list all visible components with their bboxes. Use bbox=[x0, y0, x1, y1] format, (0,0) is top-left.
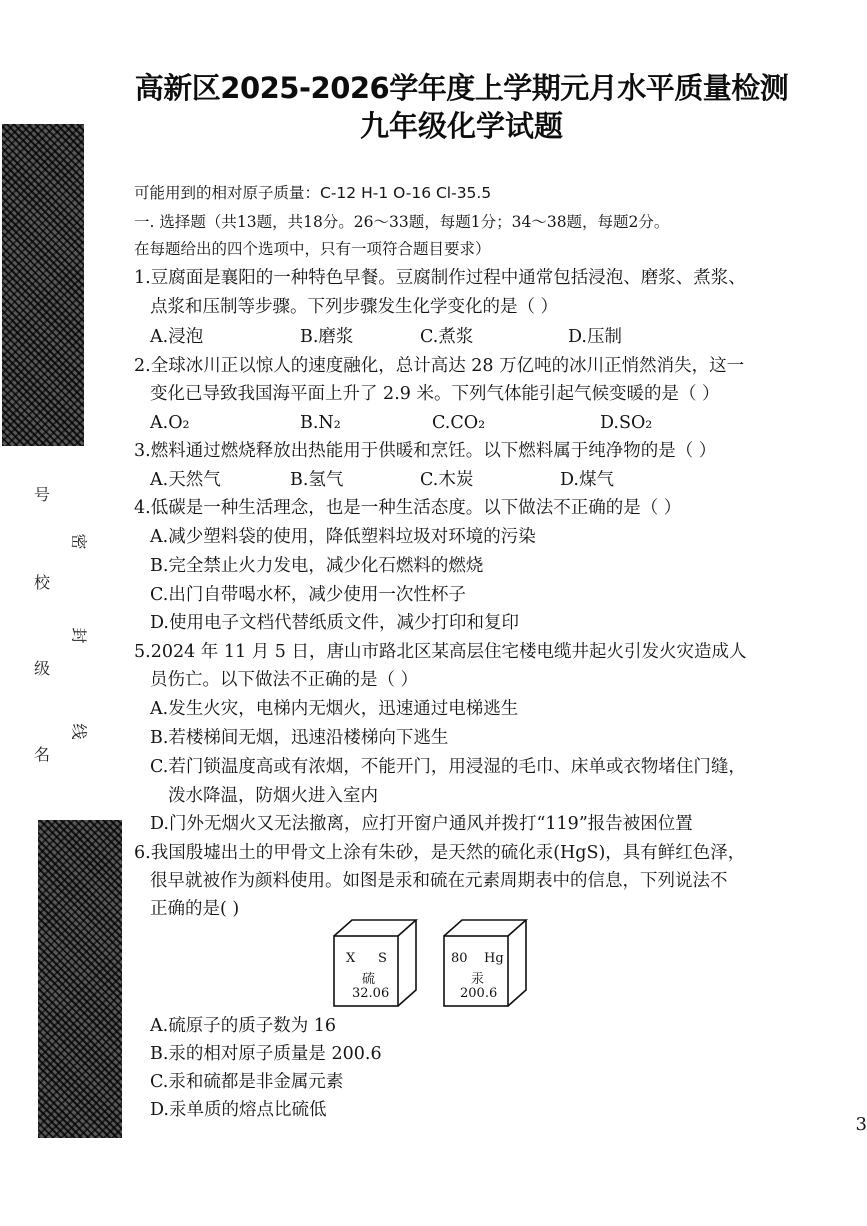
q4-option-b: B.完全禁止火力发电，减少化石燃料的燃烧 bbox=[150, 556, 484, 576]
binding-label-school: 校 bbox=[34, 573, 51, 592]
q1-option-d: D.压制 bbox=[568, 327, 622, 347]
mercury-symbol: Hg bbox=[484, 951, 504, 966]
q1-option-a: A.浸泡 bbox=[150, 327, 204, 347]
section-title: 一. 选择题（共13题，共18分。26～33题，每题1分；34～38题，每题2分。 bbox=[134, 213, 670, 231]
binding-label-number: 号 bbox=[34, 485, 51, 504]
q6-stem-3: 正确的是( ) bbox=[150, 899, 240, 919]
q2-stem-1: 2.全球冰川正以惊人的速度融化，总计高达 28 万亿吨的冰川正悄然消失，这一 bbox=[134, 356, 745, 376]
q6-option-c: C.汞和硫都是非金属元素 bbox=[150, 1072, 344, 1092]
q2-option-a: A.O₂ bbox=[150, 413, 190, 433]
q1-stem-2: 点浆和压制等步骤。下列步骤发生化学变化的是（ ） bbox=[150, 297, 559, 317]
sulfur-name: 硫 bbox=[362, 972, 376, 987]
q5-stem-1: 5.2024 年 11 月 5 日，唐山市路北区某高层住宅楼电缆井起火引发火灾造成人 bbox=[134, 642, 747, 662]
q1-option-c: C.煮浆 bbox=[420, 327, 474, 347]
q5-stem-2: 员伤亡。以下做法不正确的是（ ） bbox=[150, 670, 419, 690]
mercury-number: 80 bbox=[451, 951, 468, 966]
q3-option-b: B.氢气 bbox=[290, 470, 344, 490]
q4-stem-1: 4.低碳是一种生活理念，也是一种生活态度。以下做法不正确的是（ ） bbox=[134, 498, 682, 518]
q5-option-c-cont: 泼水降温，防烟火进入室内 bbox=[168, 786, 378, 806]
q3-option-c: C.木炭 bbox=[420, 470, 474, 490]
q6-option-b: B.汞的相对原子质量是 200.6 bbox=[150, 1044, 382, 1064]
q6-stem-1: 6.我国殷墟出土的甲骨文上涂有朱砂，是天然的硫化汞(HgS)，具有鲜红色泽， bbox=[134, 843, 746, 863]
q4-option-a: A.减少塑料袋的使用，降低塑料垃圾对环境的污染 bbox=[150, 527, 536, 547]
q1-option-b: B.磨浆 bbox=[300, 327, 354, 347]
binding-strip-top bbox=[2, 124, 84, 446]
exam-title: 高新区2025-2026学年度上学期元月水平质量检测 bbox=[134, 71, 789, 105]
atomic-masses: 可能用到的相对原子质量：C-12 H-1 O-16 Cl-35.5 bbox=[134, 184, 492, 202]
q3-option-d: D.煤气 bbox=[560, 470, 614, 490]
sulfur-mass: 32.06 bbox=[352, 986, 390, 1001]
q3-option-a: A.天然气 bbox=[150, 470, 221, 490]
q4-option-d: D.使用电子文档代替纸质文件，减少打印和复印 bbox=[150, 613, 519, 633]
seal-char-mi: 密 bbox=[69, 533, 89, 550]
page-number: 3 bbox=[855, 1114, 867, 1135]
section-note: 在每题给出的四个选项中，只有一项符合题目要求） bbox=[134, 240, 491, 258]
q2-stem-2: 变化已导致我国海平面上升了 2.9 米。下列气体能引起气候变暖的是（ ） bbox=[150, 384, 720, 404]
binding-label-class: 级 bbox=[34, 659, 51, 678]
q4-option-c: C.出门自带喝水杯，减少使用一次性杯子 bbox=[150, 585, 466, 605]
mercury-name: 汞 bbox=[471, 972, 485, 987]
q2-option-d: D.SO₂ bbox=[600, 413, 653, 433]
q2-option-c: C.CO₂ bbox=[432, 413, 486, 433]
q5-option-c: C.若门锁温度高或有浓烟，不能开门，用浸湿的毛巾、床单或衣物堵住门缝， bbox=[150, 757, 746, 777]
q5-option-b: B.若楼梯间无烟，迅速沿楼梯向下逃生 bbox=[150, 728, 449, 748]
q6-option-a: A.硫原子的质子数为 16 bbox=[150, 1016, 337, 1036]
q1-stem-1: 1.豆腐面是襄阳的一种特色早餐。豆腐制作过程中通常包括浸泡、磨浆、煮浆、 bbox=[134, 268, 746, 288]
q2-option-b: B.N₂ bbox=[300, 413, 341, 433]
binding-label-name: 名 bbox=[34, 745, 51, 764]
q5-option-a: A.发生火灾，电梯内无烟火，迅速通过电梯逃生 bbox=[150, 699, 519, 719]
mercury-mass: 200.6 bbox=[460, 986, 498, 1001]
q6-option-d: D.汞单质的熔点比硫低 bbox=[150, 1100, 327, 1120]
exam-subtitle: 九年级化学试题 bbox=[359, 109, 563, 143]
seal-char-feng: 封 bbox=[69, 627, 89, 644]
q3-stem-1: 3.燃料通过燃烧释放出热能用于供暖和烹饪。以下燃料属于纯净物的是（ ） bbox=[134, 441, 717, 461]
q6-stem-2: 很早就被作为颜料使用。如图是汞和硫在元素周期表中的信息，下列说法不 bbox=[150, 871, 728, 891]
q5-option-d: D.门外无烟火又无法撤离，应打开窗户通风并拨打“119”报告被困位置 bbox=[150, 814, 693, 834]
sulfur-number: X bbox=[346, 951, 356, 966]
binding-strip-bottom bbox=[38, 820, 122, 1138]
sulfur-symbol: S bbox=[378, 951, 387, 966]
seal-char-xian: 线 bbox=[69, 723, 89, 740]
